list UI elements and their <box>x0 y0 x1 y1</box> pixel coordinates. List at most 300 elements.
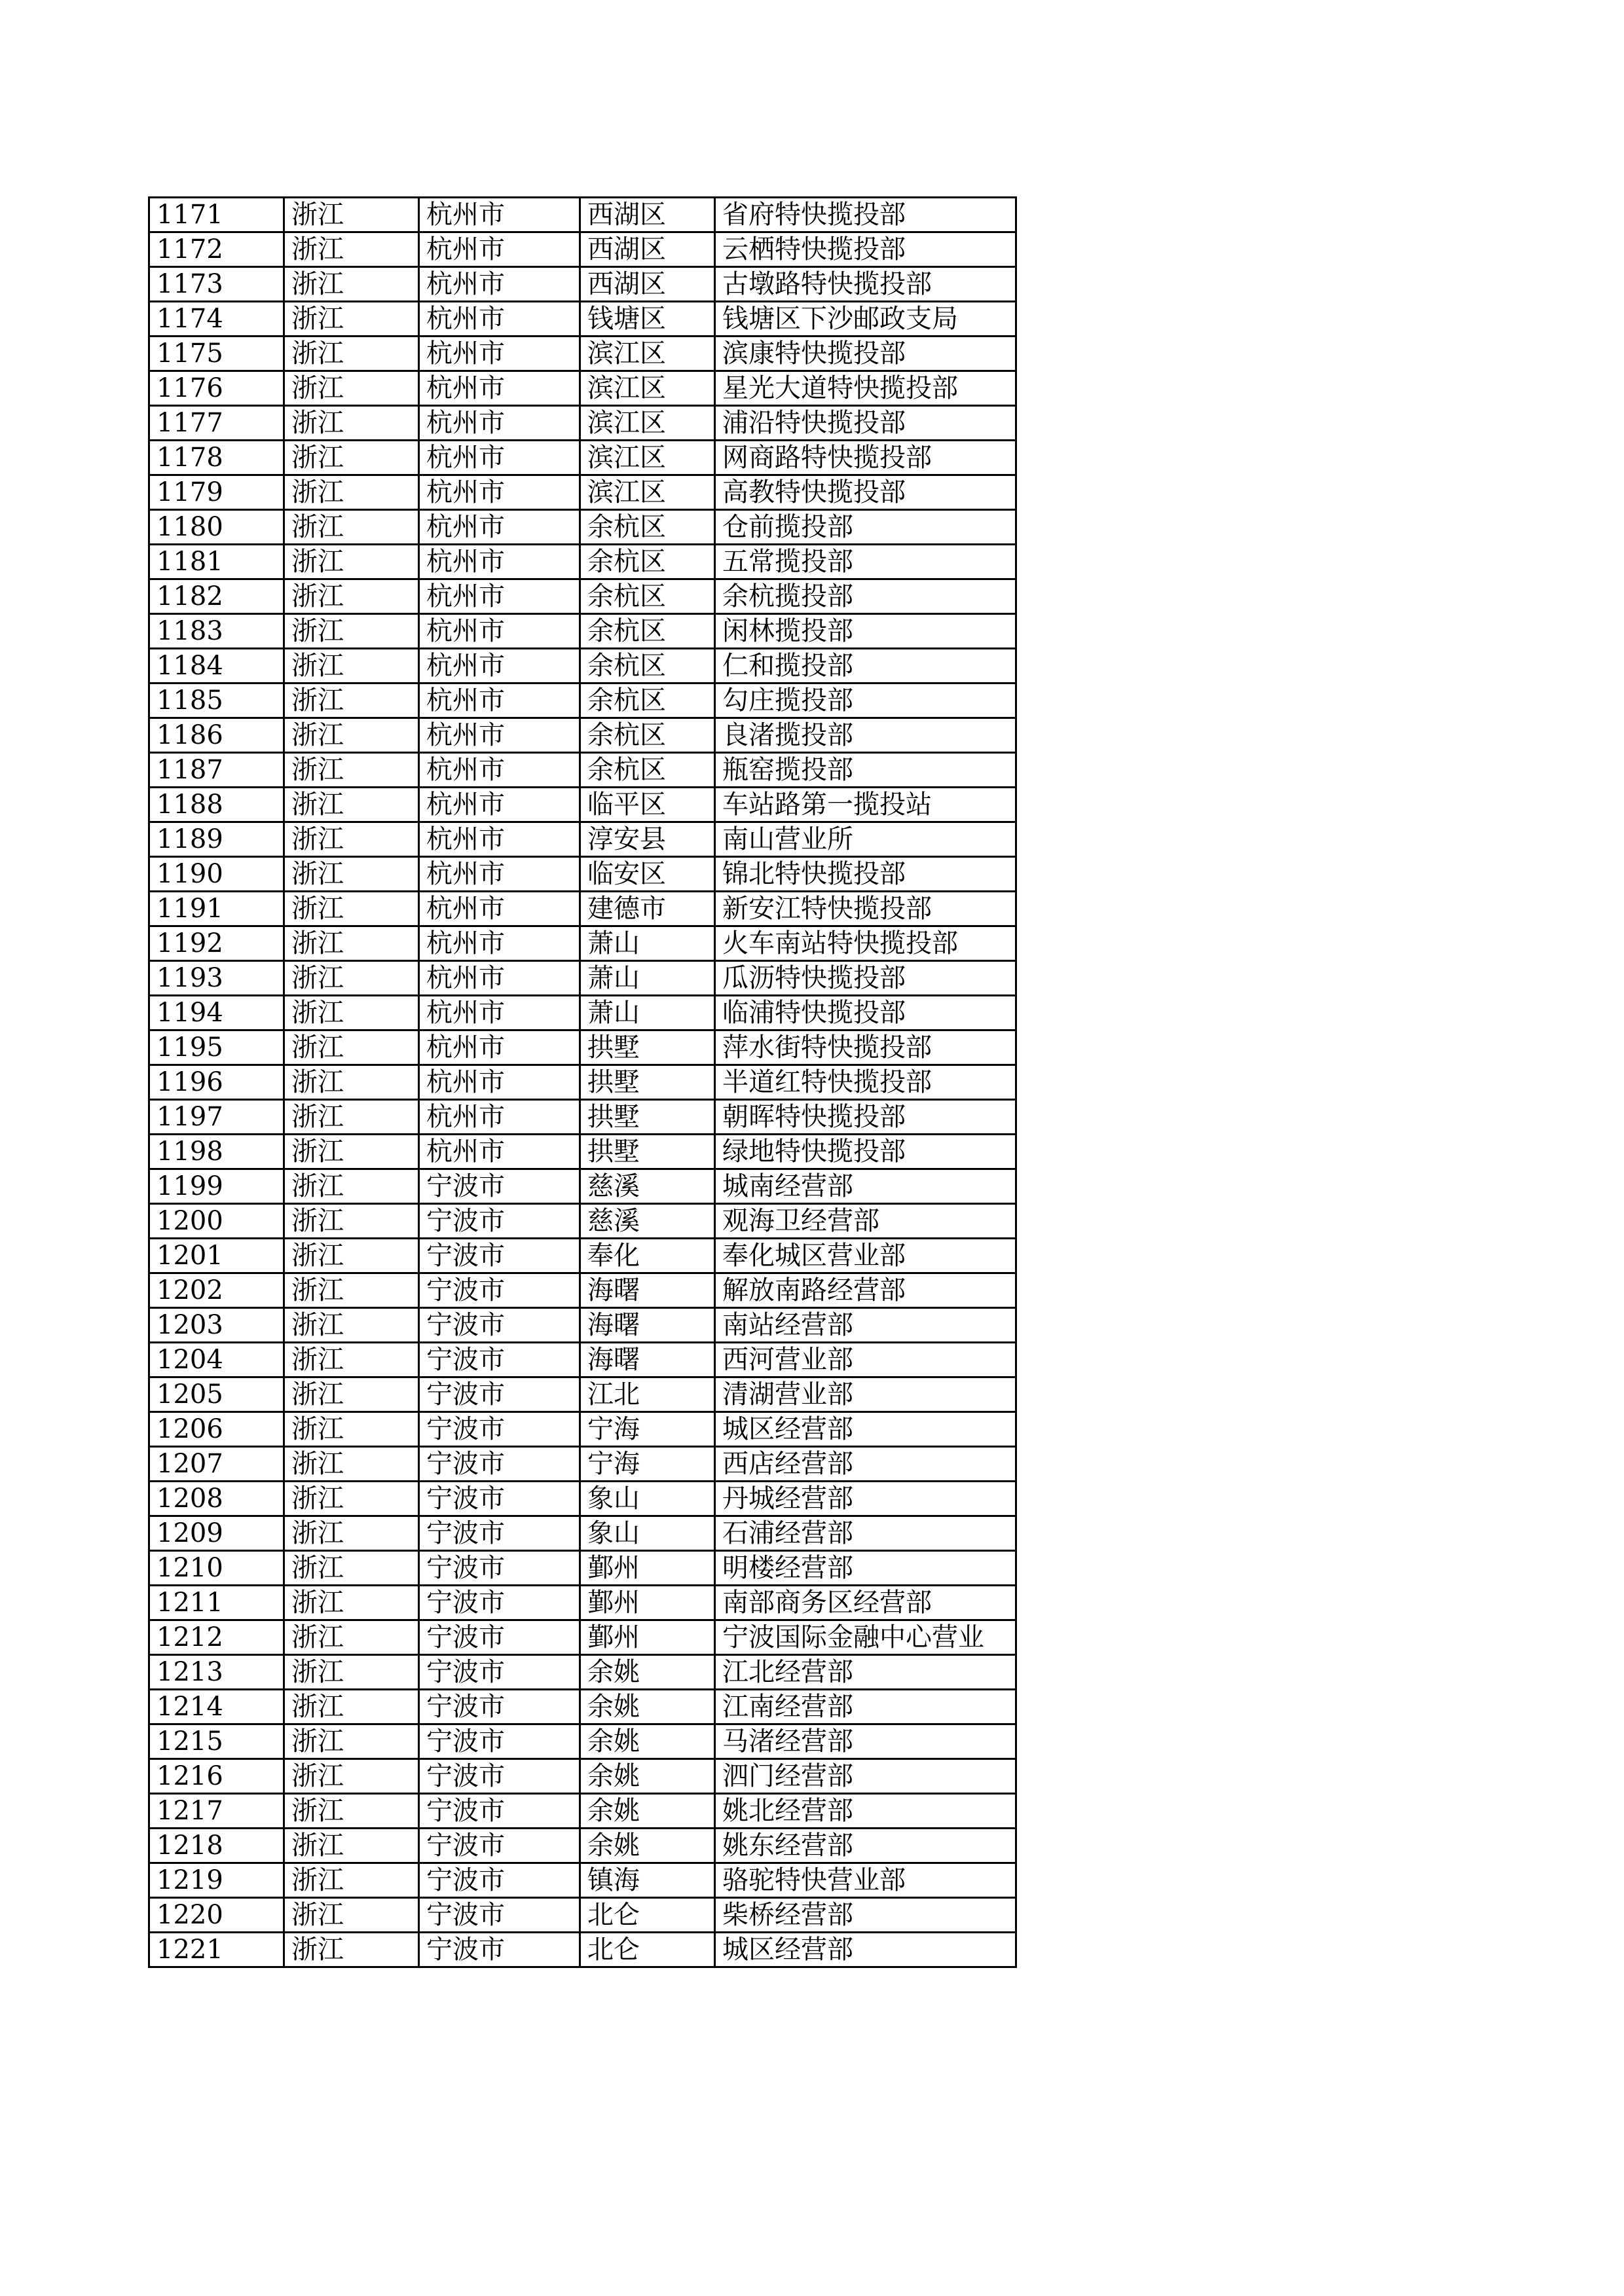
branch-name-cell: 南山营业所 <box>715 822 1016 857</box>
province-cell: 浙江 <box>284 857 419 892</box>
district-cell: 海曙 <box>580 1343 715 1377</box>
city-cell: 杭州市 <box>419 996 580 1030</box>
city-cell: 宁波市 <box>419 1620 580 1655</box>
city-cell: 杭州市 <box>419 857 580 892</box>
city-cell: 杭州市 <box>419 718 580 753</box>
district-cell: 西湖区 <box>580 267 715 302</box>
district-cell: 镇海 <box>580 1863 715 1898</box>
table-row <box>149 1204 1016 1239</box>
district-cell: 江北 <box>580 1377 715 1412</box>
table-body <box>149 198 1016 1967</box>
branch-name-cell: 绿地特快揽投部 <box>715 1135 1016 1169</box>
province-cell: 浙江 <box>284 1447 419 1482</box>
district-cell: 滨江区 <box>580 337 715 371</box>
city-cell: 宁波市 <box>419 1724 580 1759</box>
district-cell: 宁海 <box>580 1412 715 1447</box>
province-cell: 浙江 <box>284 1308 419 1343</box>
province-cell: 浙江 <box>284 1135 419 1169</box>
province-cell: 浙江 <box>284 1100 419 1135</box>
city-cell: 宁波市 <box>419 1551 580 1586</box>
city-cell: 宁波市 <box>419 1204 580 1239</box>
table-row <box>149 788 1016 822</box>
city-cell: 宁波市 <box>419 1377 580 1412</box>
city-cell: 宁波市 <box>419 1516 580 1551</box>
city-cell: 杭州市 <box>419 406 580 441</box>
branch-name-cell: 江南经营部 <box>715 1690 1016 1724</box>
row-number-cell: 1191 <box>149 892 284 926</box>
branch-name-cell: 瓜沥特快揽投部 <box>715 961 1016 996</box>
province-cell: 浙江 <box>284 545 419 579</box>
row-number-cell: 1210 <box>149 1551 284 1586</box>
city-cell: 宁波市 <box>419 1690 580 1724</box>
city-cell: 杭州市 <box>419 788 580 822</box>
row-number-cell: 1213 <box>149 1655 284 1690</box>
city-cell: 杭州市 <box>419 1065 580 1100</box>
district-cell: 萧山 <box>580 996 715 1030</box>
table-row <box>149 1169 1016 1204</box>
row-number-cell: 1190 <box>149 857 284 892</box>
row-number-cell: 1204 <box>149 1343 284 1377</box>
branch-name-cell: 瓶窑揽投部 <box>715 753 1016 788</box>
table-row <box>149 371 1016 406</box>
district-cell: 奉化 <box>580 1239 715 1273</box>
row-number-cell: 1183 <box>149 614 284 649</box>
table-row <box>149 1516 1016 1551</box>
table-row <box>149 718 1016 753</box>
branch-name-cell: 丹城经营部 <box>715 1482 1016 1516</box>
table-row <box>149 441 1016 475</box>
district-cell: 萧山 <box>580 961 715 996</box>
city-cell: 宁波市 <box>419 1655 580 1690</box>
table-row <box>149 1100 1016 1135</box>
row-number-cell: 1175 <box>149 337 284 371</box>
branch-name-cell: 城南经营部 <box>715 1169 1016 1204</box>
row-number-cell: 1184 <box>149 649 284 683</box>
province-cell: 浙江 <box>284 996 419 1030</box>
district-cell: 象山 <box>580 1482 715 1516</box>
district-cell: 余杭区 <box>580 718 715 753</box>
province-cell: 浙江 <box>284 406 419 441</box>
city-cell: 杭州市 <box>419 1100 580 1135</box>
city-cell: 宁波市 <box>419 1482 580 1516</box>
table-row <box>149 1065 1016 1100</box>
city-cell: 杭州市 <box>419 961 580 996</box>
city-cell: 宁波市 <box>419 1169 580 1204</box>
table-row <box>149 996 1016 1030</box>
district-cell: 余杭区 <box>580 510 715 545</box>
city-cell: 杭州市 <box>419 337 580 371</box>
branch-name-cell: 南站经营部 <box>715 1308 1016 1343</box>
province-cell: 浙江 <box>284 1482 419 1516</box>
province-cell: 浙江 <box>284 1204 419 1239</box>
city-cell: 宁波市 <box>419 1794 580 1829</box>
district-cell: 余杭区 <box>580 614 715 649</box>
province-cell: 浙江 <box>284 1377 419 1412</box>
province-cell: 浙江 <box>284 267 419 302</box>
row-number-cell: 1182 <box>149 579 284 614</box>
city-cell: 宁波市 <box>419 1239 580 1273</box>
table-row <box>149 1586 1016 1620</box>
branch-name-cell: 宁波国际金融中心营业 <box>715 1620 1016 1655</box>
branch-name-cell: 马渚经营部 <box>715 1724 1016 1759</box>
table-row <box>149 892 1016 926</box>
district-cell: 钱塘区 <box>580 302 715 337</box>
row-number-cell: 1202 <box>149 1273 284 1308</box>
city-cell: 杭州市 <box>419 926 580 961</box>
district-cell: 余姚 <box>580 1794 715 1829</box>
province-cell: 浙江 <box>284 1863 419 1898</box>
province-cell: 浙江 <box>284 614 419 649</box>
row-number-cell: 1211 <box>149 1586 284 1620</box>
district-cell: 余姚 <box>580 1759 715 1794</box>
province-cell: 浙江 <box>284 1065 419 1100</box>
district-cell: 余姚 <box>580 1690 715 1724</box>
row-number-cell: 1200 <box>149 1204 284 1239</box>
city-cell: 杭州市 <box>419 510 580 545</box>
city-cell: 宁波市 <box>419 1829 580 1863</box>
province-cell: 浙江 <box>284 232 419 267</box>
branch-name-cell: 泗门经营部 <box>715 1759 1016 1794</box>
province-cell: 浙江 <box>284 753 419 788</box>
branch-name-cell: 奉化城区营业部 <box>715 1239 1016 1273</box>
district-cell: 慈溪 <box>580 1204 715 1239</box>
row-number-cell: 1209 <box>149 1516 284 1551</box>
province-cell: 浙江 <box>284 788 419 822</box>
district-cell: 鄞州 <box>580 1620 715 1655</box>
table-row <box>149 822 1016 857</box>
district-cell: 慈溪 <box>580 1169 715 1204</box>
district-cell: 临安区 <box>580 857 715 892</box>
table-row <box>149 1759 1016 1794</box>
table-row <box>149 1863 1016 1898</box>
province-cell: 浙江 <box>284 1620 419 1655</box>
branch-name-cell: 骆驼特快营业部 <box>715 1863 1016 1898</box>
branch-name-cell: 姚北经营部 <box>715 1794 1016 1829</box>
table-row <box>149 1829 1016 1863</box>
city-cell: 杭州市 <box>419 441 580 475</box>
branch-name-cell: 城区经营部 <box>715 1933 1016 1967</box>
city-cell: 杭州市 <box>419 475 580 510</box>
branch-name-cell: 观海卫经营部 <box>715 1204 1016 1239</box>
city-cell: 杭州市 <box>419 683 580 718</box>
table-row <box>149 926 1016 961</box>
district-cell: 拱墅 <box>580 1135 715 1169</box>
province-cell: 浙江 <box>284 475 419 510</box>
row-number-cell: 1198 <box>149 1135 284 1169</box>
table-row <box>149 1898 1016 1933</box>
city-cell: 宁波市 <box>419 1308 580 1343</box>
district-cell: 淳安县 <box>580 822 715 857</box>
table-row <box>149 1482 1016 1516</box>
row-number-cell: 1195 <box>149 1030 284 1065</box>
table-row <box>149 510 1016 545</box>
city-cell: 杭州市 <box>419 267 580 302</box>
province-cell: 浙江 <box>284 1759 419 1794</box>
province-cell: 浙江 <box>284 302 419 337</box>
district-cell: 滨江区 <box>580 475 715 510</box>
district-cell: 建德市 <box>580 892 715 926</box>
city-cell: 宁波市 <box>419 1447 580 1482</box>
district-cell: 宁海 <box>580 1447 715 1482</box>
branch-name-cell: 柴桥经营部 <box>715 1898 1016 1933</box>
table-row <box>149 1343 1016 1377</box>
province-cell: 浙江 <box>284 1933 419 1967</box>
row-number-cell: 1186 <box>149 718 284 753</box>
row-number-cell: 1196 <box>149 1065 284 1100</box>
district-cell: 拱墅 <box>580 1030 715 1065</box>
table-row <box>149 545 1016 579</box>
table-row <box>149 475 1016 510</box>
city-cell: 杭州市 <box>419 649 580 683</box>
table-row <box>149 1690 1016 1724</box>
branch-name-cell: 萍水街特快揽投部 <box>715 1030 1016 1065</box>
city-cell: 宁波市 <box>419 1933 580 1967</box>
province-cell: 浙江 <box>284 1412 419 1447</box>
city-cell: 杭州市 <box>419 198 580 232</box>
branch-name-cell: 西店经营部 <box>715 1447 1016 1482</box>
city-cell: 宁波市 <box>419 1898 580 1933</box>
branch-name-cell: 姚东经营部 <box>715 1829 1016 1863</box>
district-cell: 余杭区 <box>580 649 715 683</box>
city-cell: 杭州市 <box>419 302 580 337</box>
province-cell: 浙江 <box>284 198 419 232</box>
branch-name-cell: 解放南路经营部 <box>715 1273 1016 1308</box>
province-cell: 浙江 <box>284 683 419 718</box>
province-cell: 浙江 <box>284 371 419 406</box>
city-cell: 宁波市 <box>419 1863 580 1898</box>
district-cell: 滨江区 <box>580 441 715 475</box>
district-cell: 北仑 <box>580 1933 715 1967</box>
district-cell: 西湖区 <box>580 198 715 232</box>
row-number-cell: 1178 <box>149 441 284 475</box>
row-number-cell: 1216 <box>149 1759 284 1794</box>
branch-name-cell: 高教特快揽投部 <box>715 475 1016 510</box>
table-row <box>149 1030 1016 1065</box>
table-row <box>149 857 1016 892</box>
table-row <box>149 1308 1016 1343</box>
branch-name-cell: 网商路特快揽投部 <box>715 441 1016 475</box>
branch-name-cell: 省府特快揽投部 <box>715 198 1016 232</box>
city-cell: 杭州市 <box>419 1135 580 1169</box>
district-cell: 余杭区 <box>580 579 715 614</box>
table-row <box>149 1551 1016 1586</box>
row-number-cell: 1207 <box>149 1447 284 1482</box>
branch-name-cell: 临浦特快揽投部 <box>715 996 1016 1030</box>
table-row <box>149 1412 1016 1447</box>
city-cell: 杭州市 <box>419 822 580 857</box>
province-cell: 浙江 <box>284 1169 419 1204</box>
data-table <box>148 196 1017 1968</box>
row-number-cell: 1206 <box>149 1412 284 1447</box>
table-row <box>149 649 1016 683</box>
city-cell: 宁波市 <box>419 1759 580 1794</box>
district-cell: 海曙 <box>580 1273 715 1308</box>
row-number-cell: 1193 <box>149 961 284 996</box>
province-cell: 浙江 <box>284 1724 419 1759</box>
row-number-cell: 1189 <box>149 822 284 857</box>
branch-name-cell: 南部商务区经营部 <box>715 1586 1016 1620</box>
district-cell: 象山 <box>580 1516 715 1551</box>
province-cell: 浙江 <box>284 1030 419 1065</box>
table-row <box>149 232 1016 267</box>
city-cell: 杭州市 <box>419 579 580 614</box>
branch-name-cell: 良渚揽投部 <box>715 718 1016 753</box>
table-row <box>149 579 1016 614</box>
table-row <box>149 198 1016 232</box>
district-cell: 拱墅 <box>580 1100 715 1135</box>
city-cell: 宁波市 <box>419 1343 580 1377</box>
row-number-cell: 1173 <box>149 267 284 302</box>
table-row <box>149 961 1016 996</box>
table-row <box>149 1655 1016 1690</box>
branch-name-cell: 仓前揽投部 <box>715 510 1016 545</box>
district-cell: 余杭区 <box>580 545 715 579</box>
branch-name-cell: 江北经营部 <box>715 1655 1016 1690</box>
province-cell: 浙江 <box>284 1829 419 1863</box>
district-cell: 滨江区 <box>580 406 715 441</box>
row-number-cell: 1180 <box>149 510 284 545</box>
district-cell: 拱墅 <box>580 1065 715 1100</box>
district-cell: 鄞州 <box>580 1551 715 1586</box>
province-cell: 浙江 <box>284 510 419 545</box>
district-cell: 滨江区 <box>580 371 715 406</box>
province-cell: 浙江 <box>284 822 419 857</box>
table-row <box>149 1135 1016 1169</box>
table-row <box>149 1447 1016 1482</box>
branch-name-cell: 火车南站特快揽投部 <box>715 926 1016 961</box>
province-cell: 浙江 <box>284 1343 419 1377</box>
table-row <box>149 337 1016 371</box>
province-cell: 浙江 <box>284 961 419 996</box>
district-cell: 西湖区 <box>580 232 715 267</box>
province-cell: 浙江 <box>284 1551 419 1586</box>
table-row <box>149 1377 1016 1412</box>
province-cell: 浙江 <box>284 1516 419 1551</box>
table-row <box>149 302 1016 337</box>
branch-name-cell: 余杭揽投部 <box>715 579 1016 614</box>
table-row <box>149 1273 1016 1308</box>
city-cell: 宁波市 <box>419 1273 580 1308</box>
row-number-cell: 1214 <box>149 1690 284 1724</box>
row-number-cell: 1192 <box>149 926 284 961</box>
district-cell: 余姚 <box>580 1829 715 1863</box>
district-cell: 鄞州 <box>580 1586 715 1620</box>
branch-name-cell: 勾庄揽投部 <box>715 683 1016 718</box>
city-cell: 杭州市 <box>419 232 580 267</box>
city-cell: 宁波市 <box>419 1412 580 1447</box>
branch-name-cell: 云栖特快揽投部 <box>715 232 1016 267</box>
branch-name-cell: 明楼经营部 <box>715 1551 1016 1586</box>
row-number-cell: 1217 <box>149 1794 284 1829</box>
city-cell: 杭州市 <box>419 892 580 926</box>
row-number-cell: 1179 <box>149 475 284 510</box>
row-number-cell: 1219 <box>149 1863 284 1898</box>
table-row <box>149 683 1016 718</box>
city-cell: 杭州市 <box>419 1030 580 1065</box>
branch-name-cell: 清湖营业部 <box>715 1377 1016 1412</box>
row-number-cell: 1203 <box>149 1308 284 1343</box>
province-cell: 浙江 <box>284 1586 419 1620</box>
table-row <box>149 1239 1016 1273</box>
row-number-cell: 1172 <box>149 232 284 267</box>
row-number-cell: 1177 <box>149 406 284 441</box>
province-cell: 浙江 <box>284 579 419 614</box>
row-number-cell: 1218 <box>149 1829 284 1863</box>
branch-name-cell: 钱塘区下沙邮政支局 <box>715 302 1016 337</box>
city-cell: 宁波市 <box>419 1586 580 1620</box>
city-cell: 杭州市 <box>419 371 580 406</box>
branch-name-cell: 西河营业部 <box>715 1343 1016 1377</box>
city-cell: 杭州市 <box>419 545 580 579</box>
district-cell: 余杭区 <box>580 753 715 788</box>
province-cell: 浙江 <box>284 1898 419 1933</box>
branch-name-cell: 车站路第一揽投站 <box>715 788 1016 822</box>
city-cell: 杭州市 <box>419 753 580 788</box>
row-number-cell: 1176 <box>149 371 284 406</box>
table-row <box>149 614 1016 649</box>
branch-name-cell: 城区经营部 <box>715 1412 1016 1447</box>
branch-name-cell: 古墩路特快揽投部 <box>715 267 1016 302</box>
table-row <box>149 1620 1016 1655</box>
branch-name-cell: 朝晖特快揽投部 <box>715 1100 1016 1135</box>
row-number-cell: 1185 <box>149 683 284 718</box>
table-row <box>149 1794 1016 1829</box>
row-number-cell: 1174 <box>149 302 284 337</box>
row-number-cell: 1194 <box>149 996 284 1030</box>
row-number-cell: 1188 <box>149 788 284 822</box>
province-cell: 浙江 <box>284 718 419 753</box>
row-number-cell: 1187 <box>149 753 284 788</box>
province-cell: 浙江 <box>284 337 419 371</box>
row-number-cell: 1221 <box>149 1933 284 1967</box>
branch-name-cell: 仁和揽投部 <box>715 649 1016 683</box>
row-number-cell: 1205 <box>149 1377 284 1412</box>
row-number-cell: 1215 <box>149 1724 284 1759</box>
row-number-cell: 1220 <box>149 1898 284 1933</box>
row-number-cell: 1171 <box>149 198 284 232</box>
province-cell: 浙江 <box>284 441 419 475</box>
city-cell: 杭州市 <box>419 614 580 649</box>
row-number-cell: 1197 <box>149 1100 284 1135</box>
district-cell: 临平区 <box>580 788 715 822</box>
province-cell: 浙江 <box>284 1655 419 1690</box>
table-row <box>149 406 1016 441</box>
province-cell: 浙江 <box>284 1794 419 1829</box>
branch-name-cell: 石浦经营部 <box>715 1516 1016 1551</box>
district-cell: 余姚 <box>580 1655 715 1690</box>
row-number-cell: 1181 <box>149 545 284 579</box>
branch-name-cell: 五常揽投部 <box>715 545 1016 579</box>
branch-name-cell: 浦沿特快揽投部 <box>715 406 1016 441</box>
row-number-cell: 1212 <box>149 1620 284 1655</box>
branch-name-cell: 滨康特快揽投部 <box>715 337 1016 371</box>
row-number-cell: 1199 <box>149 1169 284 1204</box>
row-number-cell: 1208 <box>149 1482 284 1516</box>
province-cell: 浙江 <box>284 1273 419 1308</box>
district-cell: 余姚 <box>580 1724 715 1759</box>
province-cell: 浙江 <box>284 926 419 961</box>
district-cell: 北仑 <box>580 1898 715 1933</box>
branch-name-cell: 新安江特快揽投部 <box>715 892 1016 926</box>
row-number-cell: 1201 <box>149 1239 284 1273</box>
table-row <box>149 1933 1016 1967</box>
branch-name-cell: 星光大道特快揽投部 <box>715 371 1016 406</box>
district-cell: 海曙 <box>580 1308 715 1343</box>
branch-name-cell: 闲林揽投部 <box>715 614 1016 649</box>
table-row <box>149 267 1016 302</box>
province-cell: 浙江 <box>284 649 419 683</box>
table-row <box>149 1724 1016 1759</box>
